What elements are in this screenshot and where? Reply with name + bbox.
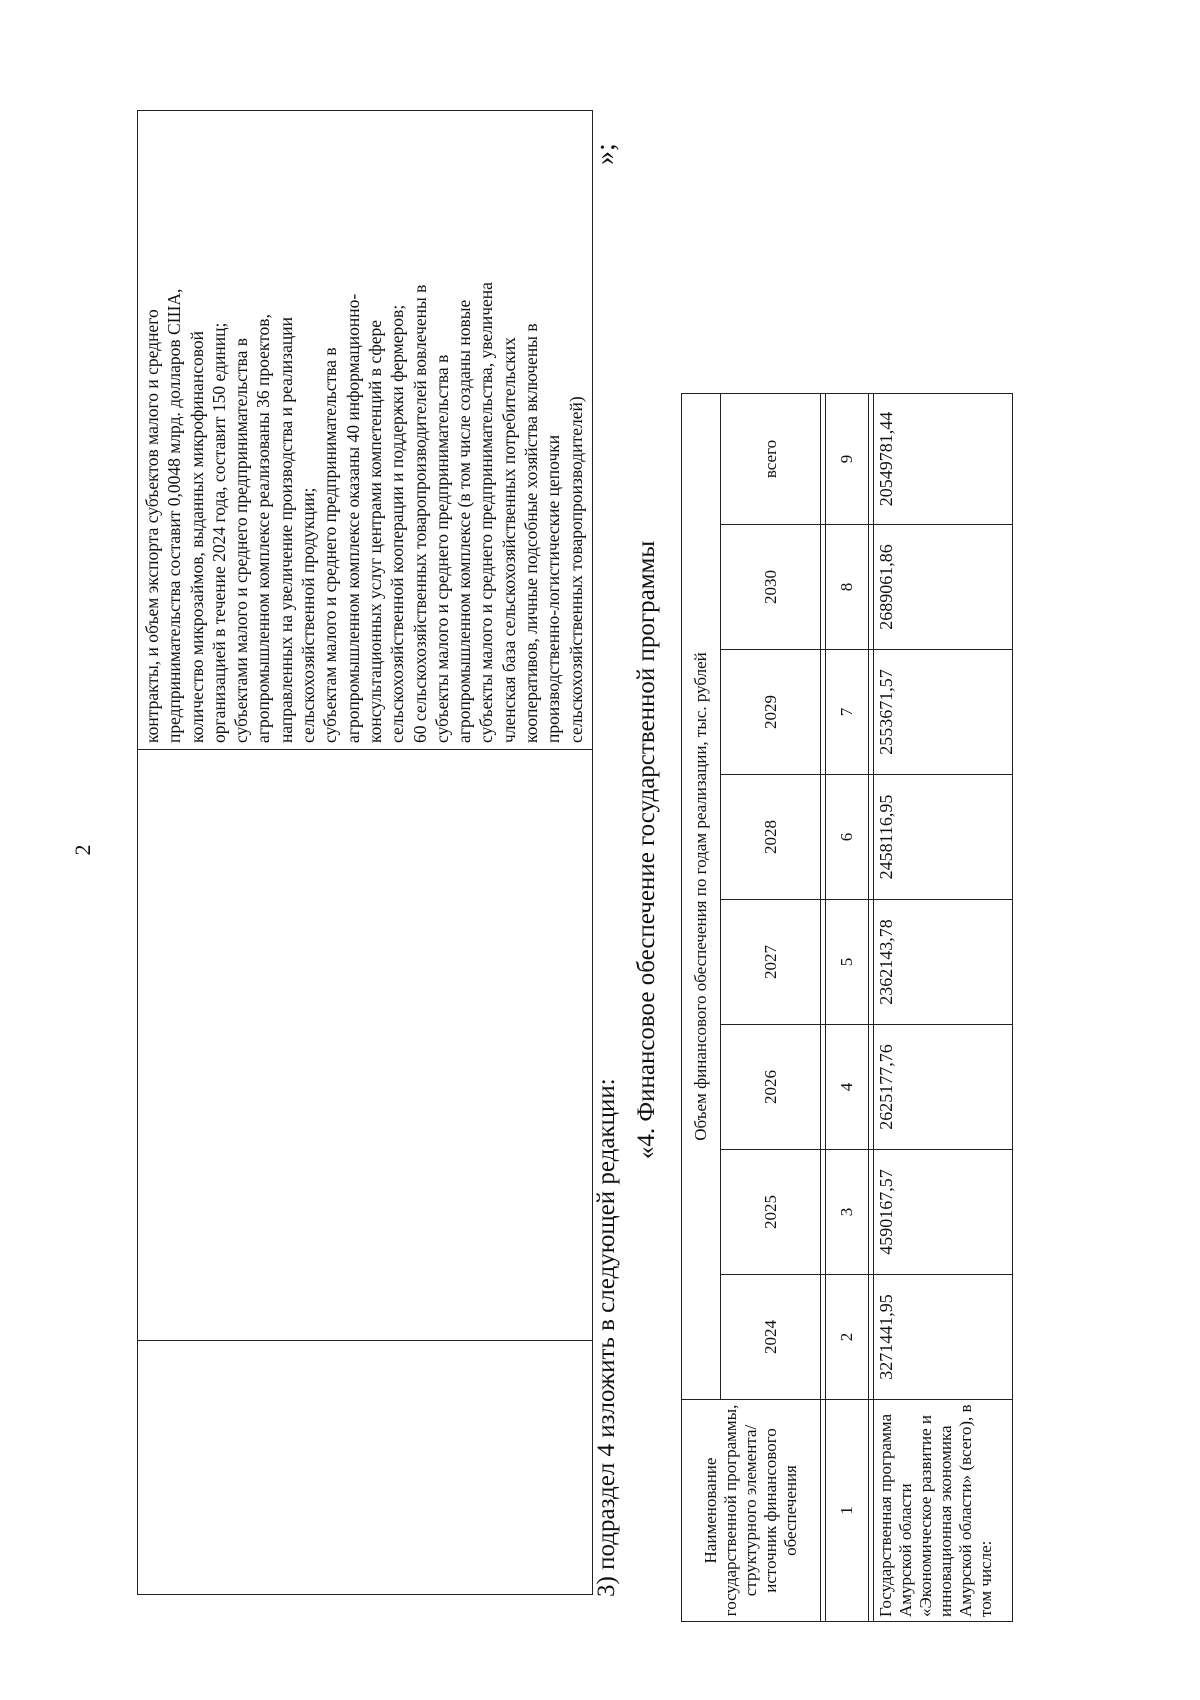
value-cell: 2625177,76 [874, 1025, 1013, 1150]
column-number: 6 [826, 775, 869, 900]
col-header-year: 2027 [721, 900, 821, 1025]
section-title: «4. Финансовое обеспечение государственной программы [633, 540, 660, 1160]
results-line: агропромышленном комплексе (в том числе созданы новые [454, 299, 475, 743]
results-line: субъектам малого и среднего предпринимательства в [320, 347, 341, 743]
results-line: сельскохозяйственных товаропроизводителей) [565, 396, 586, 743]
total-cell: 20549781,44 [874, 394, 1013, 525]
col-header-name: Наименование государственной программы, структурного элемента/источник финансового обеспечения [682, 1400, 821, 1622]
col-header-year: 2029 [721, 650, 821, 775]
value-cell: 2689061,86 [874, 525, 1013, 650]
col-header-group: Объем финансового обеспечения по годам реализации, тыс. рублей [682, 394, 721, 1400]
column-number: 1 [826, 1400, 869, 1622]
results-text [141, 117, 589, 743]
results-line: субъекты малого и среднего предпринимательства в [431, 354, 452, 743]
results-line: производственно-логистические цепочки [543, 434, 564, 743]
column-number: 3 [826, 1150, 869, 1275]
col-header-year: 2024 [721, 1275, 821, 1400]
value-cell: 2458116,95 [874, 775, 1013, 900]
continuation-cell-empty-mid [138, 750, 593, 1341]
page-number: 2 [70, 844, 95, 856]
results-line: направленных на увеличение производства и реализации [275, 317, 296, 743]
results-line: количество микрозаймов, выданных микрофинансовой [186, 331, 207, 743]
col-header-year: 2028 [721, 775, 821, 900]
column-number: 4 [826, 1025, 869, 1150]
closing-quote-mark: »; [590, 143, 621, 165]
results-line: субъектами малого и среднего предпринимательства в [231, 338, 252, 743]
column-number: 2 [826, 1275, 869, 1400]
continuation-cell-empty-left [138, 1341, 593, 1595]
financial-table [681, 393, 1013, 1622]
results-line: предпринимательства составит 0,0048 млрд. долларов США, [164, 288, 185, 743]
col-header-year: 2025 [721, 1150, 821, 1275]
results-line: организацией в течение 2024 года, составит 150 единиц; [208, 322, 229, 743]
table-row [874, 394, 1013, 1622]
column-number: 5 [826, 900, 869, 1025]
col-header-year: 2030 [721, 525, 821, 650]
continuation-table [137, 110, 593, 1595]
results-line: агропромышленном комплексе реализованы 36 проектов, [253, 314, 274, 743]
continuation-cell-text [138, 111, 593, 750]
rotated-page [45, 55, 1155, 1645]
results-line: сельскохозяйственной продукции; [298, 487, 319, 743]
results-line: агропромышленном комплексе оказаны 40 информационно- [342, 293, 363, 743]
col-header-total: всего [721, 394, 821, 525]
results-line: кооперативов, личные подсобные хозяйства включены в [521, 323, 542, 743]
col-header-year: 2026 [721, 1025, 821, 1150]
value-cell: 3271441,95 [874, 1275, 1013, 1400]
value-cell: 4590167,57 [874, 1150, 1013, 1275]
column-number: 7 [826, 650, 869, 775]
amendment-instruction: 3) подраздел 4 изложить в следующей редакции: [593, 1078, 620, 1597]
value-cell: 2553671,57 [874, 650, 1013, 775]
column-number: 9 [826, 394, 869, 525]
column-number: 8 [826, 525, 869, 650]
column-number-row [826, 394, 869, 1622]
results-line: членская база сельскохозяйственных потребительских [498, 337, 519, 743]
results-line: субъекты малого и среднего предпринимательства, увеличена [476, 282, 497, 743]
row-name-cell: Государственная программа Амурской области «Экономическое развитие и инновационная экономика Амурской области» (всего), в том числе: [874, 1400, 1013, 1622]
results-line: консультационных услуг центрами компетенций в сфере [364, 320, 385, 743]
results-line: 60 сельскохозяйственных товаропроизводителей вовлечены в [409, 284, 430, 743]
results-line: сельскохозяйственной кооперации и поддержки фермеров; [387, 304, 408, 743]
results-line: контракты, и объем экспорта субъектов малого и среднего [142, 309, 162, 743]
value-cell: 2362143,78 [874, 900, 1013, 1025]
